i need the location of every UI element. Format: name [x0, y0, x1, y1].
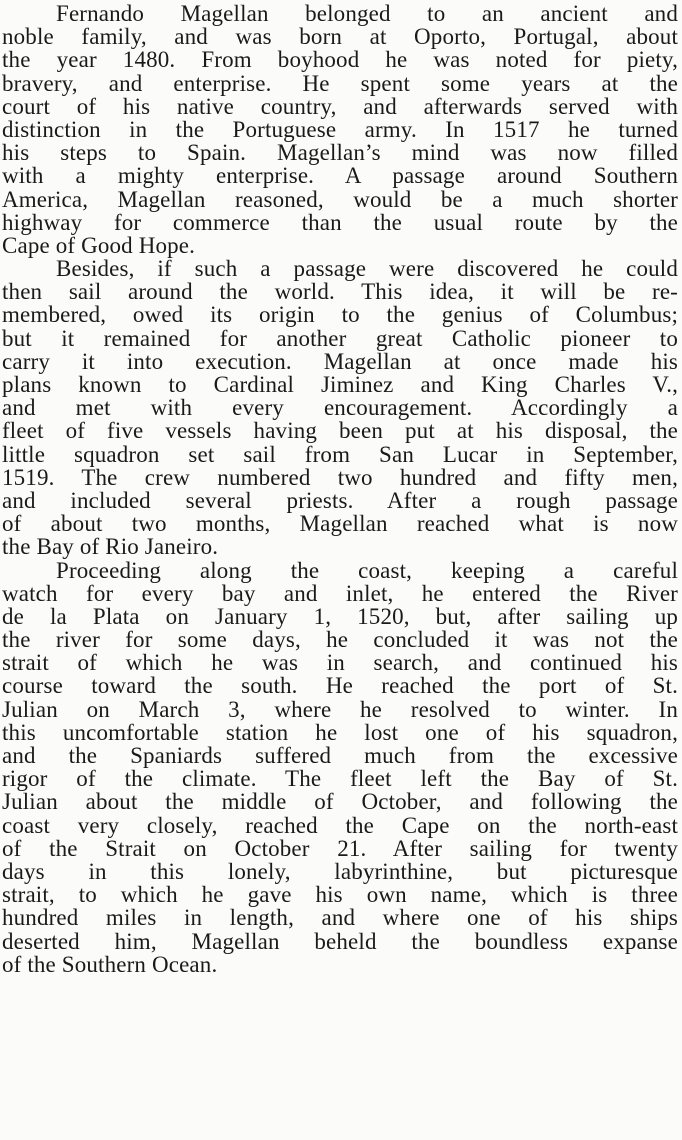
text-line: Fernando Magellan belonged to an ancient and — [56, 1, 678, 26]
text-line: of about two months, Magellan reached what is now — [2, 511, 678, 537]
text-line: carry it into execution. Magellan at once made his — [2, 348, 678, 374]
paragraph-2 — [2, 257, 678, 558]
text-line: rigor of the climate. The fleet left the Bay of St. — [2, 766, 678, 792]
text-line: watch for every bay and inlet, he entered the River — [2, 580, 678, 606]
text-line: Proceeding along the coast, keeping a careful — [56, 557, 678, 583]
text-line: course toward the south. He reached the port of St. — [2, 673, 678, 699]
text-line: court of his native country, and afterwards served with — [2, 93, 678, 119]
text-line: then sail around the world. This idea, it will be re- — [2, 279, 678, 305]
text-line: Cape of Good Hope. — [2, 232, 196, 258]
text-line: fleet of five vessels having been put at his disposal, the — [2, 418, 678, 444]
text-line: little squadron set sail from San Lucar in September, — [2, 441, 678, 467]
text-line: bravery, and enterprise. He spent some years at the — [2, 70, 678, 96]
paragraph-1 — [2, 2, 678, 257]
text-line: of the Strait on October 21. After sailing for twenty — [2, 835, 678, 861]
text-line: Julian about the middle of October, and following the — [2, 789, 678, 815]
text-line: his steps to Spain. Magellan’s mind was now filled — [2, 140, 678, 166]
text-line: strait of which he was in search, and continued his — [2, 650, 678, 676]
text-line: deserted him, Magellan beheld the boundless expanse — [2, 928, 678, 954]
text-line: America, Magellan reasoned, would be a much shorter — [2, 186, 678, 212]
text-line: noble family, and was born at Oporto, Portugal, about — [2, 24, 678, 50]
text-line: the year 1480. From boyhood he was noted for piety, — [2, 47, 678, 73]
text-line: the river for some days, he concluded it was not the — [2, 627, 678, 653]
text-line: coast very closely, reached the Cape on the north-east — [2, 812, 678, 838]
text-line: de la Plata on January 1, 1520, but, after sailing up — [2, 603, 678, 629]
text-line: Julian on March 3, where he resolved to winter. In — [2, 696, 678, 722]
text-line: hundred miles in length, and where one of his ships — [2, 905, 678, 931]
text-line: Besides, if such a passage were discovered he could — [56, 256, 678, 282]
text-line: distinction in the Portuguese army. In 1517 he turned — [2, 116, 678, 142]
text-line: this uncomfortable station he lost one of his squadron, — [2, 719, 678, 745]
text-line: but it remained for another great Catholic pioneer to — [2, 325, 678, 351]
text-line: of the Southern Ocean. — [2, 951, 218, 977]
text-line: plans known to Cardinal Jiminez and King Charles V., — [2, 372, 678, 397]
text-line: 1519. The crew numbered two hundred and fifty men, — [2, 464, 678, 490]
text-line: and met with every encouragement. Accordingly a — [2, 395, 678, 421]
paragraph-3 — [2, 559, 678, 976]
text-line: and included several priests. After a rough passage — [2, 487, 678, 513]
text-line: membered, owed its origin to the genius of Columbus; — [2, 302, 678, 328]
text-line: highway for commerce than the usual route by the — [2, 209, 678, 235]
text-line: the Bay of Rio Janeiro. — [2, 534, 219, 560]
text-line: and the Spaniards suffered much from the excessive — [2, 743, 678, 768]
text-line: with a mighty enterprise. A passage around Southern — [2, 163, 678, 189]
text-line: strait, to which he gave his own name, which is three — [2, 882, 678, 908]
text-line: days in this lonely, labyrinthine, but picturesque — [2, 858, 678, 884]
